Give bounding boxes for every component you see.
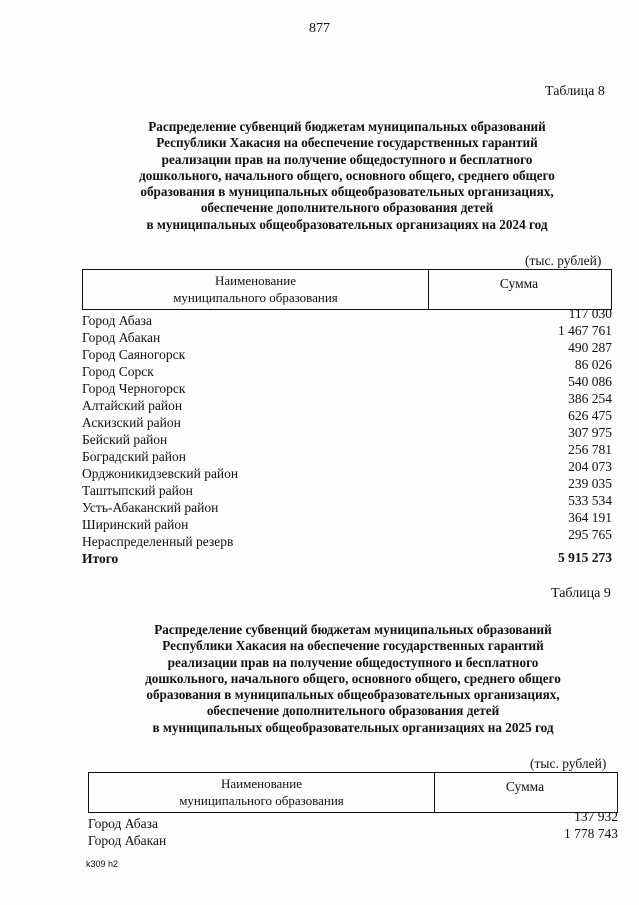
table-row <box>82 493 612 517</box>
title-line: реализации прав на получение общедоступного и бесплатного <box>167 654 539 670</box>
table-9-title <box>88 622 618 736</box>
table-8-title <box>82 119 612 233</box>
row-value: 239 035 <box>568 476 612 491</box>
row-name: Город Абакан <box>82 330 161 345</box>
row-value: 204 073 <box>568 459 612 474</box>
header-name-cell <box>83 270 429 309</box>
title-line: обеспечение дополнительного образования детей <box>206 703 500 719</box>
table-row <box>82 459 612 483</box>
row-name: Таштыпский район <box>82 483 193 498</box>
title-line: образования в муниципальных общеобразовательных организациях, <box>140 184 554 200</box>
table-row <box>82 476 612 500</box>
total-row <box>82 551 612 568</box>
footer-code: k309 h2 <box>86 859 119 869</box>
row-value: 1 467 761 <box>558 323 612 338</box>
row-name: Город Абакан <box>88 833 167 848</box>
title-line: в муниципальных общеобразовательных организациях на 2025 год <box>152 719 554 735</box>
header-sum-cell: Сумма <box>505 779 545 794</box>
row-name: Ширинский район <box>82 517 189 532</box>
row-value: 533 534 <box>568 493 612 508</box>
units-label: (тыс. рублей) <box>525 253 602 268</box>
title-line: Республики Хакасия на обеспечение государственных гарантий <box>156 135 538 151</box>
row-name: Аскизский район <box>82 415 181 430</box>
row-name: Город Саяногорск <box>82 347 186 362</box>
table-row <box>82 510 612 534</box>
row-value: 307 975 <box>568 425 612 440</box>
header-name-line2: муниципального образования <box>173 290 338 305</box>
title-line: дошкольного, начального общего, основного общего, среднего общего <box>139 167 555 183</box>
table-row <box>82 357 612 381</box>
table-row <box>82 306 612 330</box>
row-value: 626 475 <box>568 408 612 423</box>
row-name: Бейский район <box>82 432 168 447</box>
row-value: 86 026 <box>574 357 612 372</box>
total-value: 5 915 273 <box>558 550 612 565</box>
row-name: Боградский район <box>82 449 186 464</box>
title-line: Распределение субвенций бюджетам муниципальных образований <box>154 622 552 637</box>
table-row <box>82 408 612 432</box>
row-value: 540 086 <box>568 374 612 389</box>
row-value: 137 932 <box>574 809 618 824</box>
title-line: Республики Хакасия на обеспечение государственных гарантий <box>162 638 544 654</box>
row-value: 364 191 <box>568 510 612 525</box>
table-row <box>82 425 612 449</box>
header-name-line1: Наименование <box>215 273 296 288</box>
table-row <box>82 391 612 415</box>
units-label: (тыс. рублей) <box>530 756 607 771</box>
table-8-header <box>82 269 612 310</box>
table-8-label: Таблица 8 <box>545 84 605 99</box>
title-line: дошкольного, начального общего, основного общего, среднего общего <box>145 670 561 686</box>
table-row <box>88 826 618 850</box>
table-9-header <box>88 772 618 813</box>
table-row <box>88 809 618 833</box>
page-number: 877 <box>309 21 330 36</box>
row-value: 256 781 <box>568 442 612 457</box>
title-line: образования в муниципальных общеобразовательных организациях, <box>146 687 560 703</box>
row-name: Город Сорск <box>82 364 154 379</box>
title-line: обеспечение дополнительного образования детей <box>200 200 494 216</box>
table-row <box>82 442 612 466</box>
table-row <box>82 374 612 398</box>
total-label: Итого <box>82 551 119 566</box>
header-name-line1: Наименование <box>221 776 302 791</box>
row-name: Город Черногорск <box>82 381 186 396</box>
row-value: 1 778 743 <box>564 826 618 841</box>
row-name: Усть-Абаканский район <box>82 500 219 515</box>
row-name: Город Абаза <box>88 816 158 831</box>
row-name: Нераспределенный резерв <box>82 534 234 549</box>
row-name: Орджоникидзевский район <box>82 466 239 481</box>
row-name: Алтайский район <box>82 398 183 413</box>
row-value: 386 254 <box>568 391 612 406</box>
title-line: Распределение субвенций бюджетам муниципальных образований <box>148 119 546 134</box>
table-row <box>82 340 612 364</box>
title-line: в муниципальных общеобразовательных организациях на 2024 год <box>146 216 548 232</box>
row-value: 295 765 <box>568 527 612 542</box>
table-row <box>82 527 612 551</box>
row-name: Город Абаза <box>82 313 152 328</box>
table-row <box>82 323 612 347</box>
header-sum-cell: Сумма <box>499 276 539 291</box>
table-9-label: Таблица 9 <box>551 586 611 601</box>
row-value: 117 030 <box>568 306 612 321</box>
header-name-line2: муниципального образования <box>179 793 344 808</box>
header-name-cell <box>89 773 435 812</box>
title-line: реализации прав на получение общедоступного и бесплатного <box>161 151 533 167</box>
row-value: 490 287 <box>568 340 612 355</box>
